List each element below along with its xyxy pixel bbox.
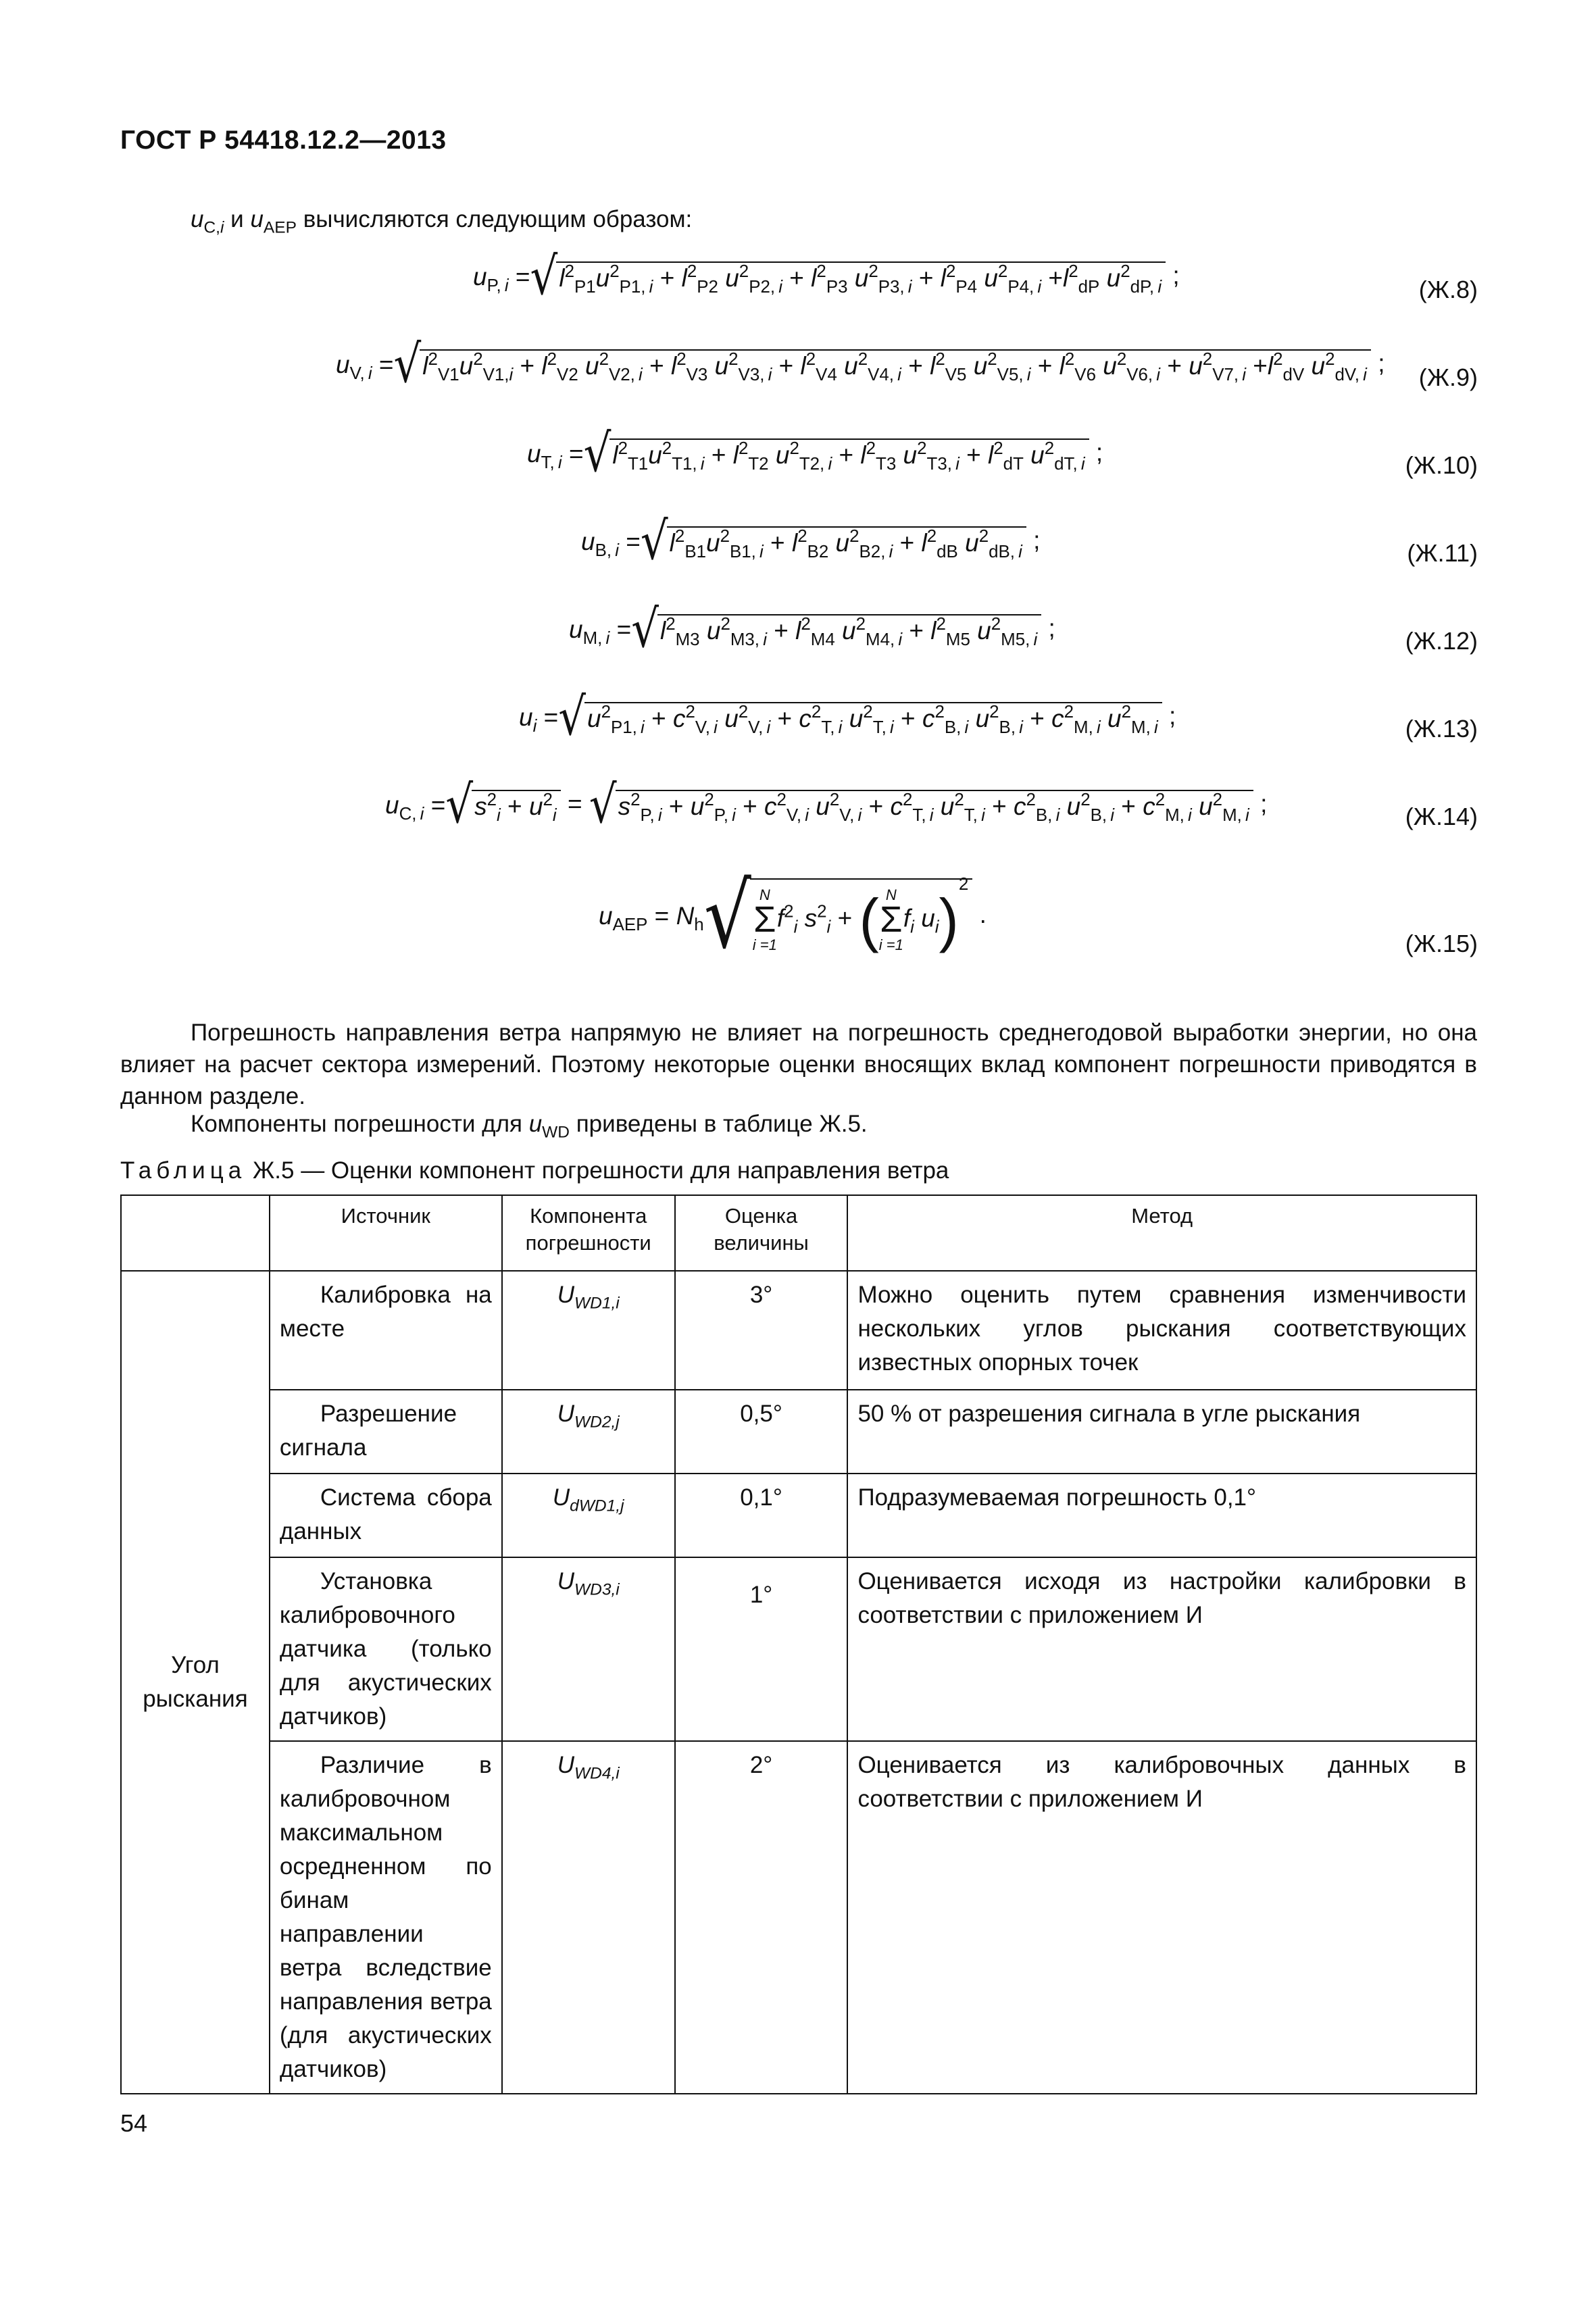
equation-number: (Ж.11) bbox=[1407, 539, 1478, 567]
value-cell: 2° bbox=[675, 1741, 848, 2094]
paragraph-1: Погрешность направления ветра напрямую не влияет на погрешность среднегодовой выработки энергии, но она влияет на расчет сектора измерений. Поэтому некоторые оценки вносящих вклад компонент погрешности приводятся в данном разделе. bbox=[120, 1020, 1477, 1109]
component-cell: $U_{WD2,j}$ bbox=[502, 1390, 675, 1474]
table-row bbox=[121, 1557, 1476, 1741]
header-value: Оценка величины bbox=[675, 1195, 848, 1271]
equation-zh14: $u_{C, i} =√s^2_i + u^2_i = √s^2_{P, i} + u^2_{P, i} + c^2_{V, i}$ $u^2_{V, i} + c^2_{T, i}$ $u^2_{T, i} + c^2_{B, i}$ $u^2_{B, i} + c^2_{M, i}$ $u^2_{M, i}$ ; bbox=[385, 775, 1268, 836]
header-source: Источник bbox=[270, 1195, 502, 1271]
method-cell: 50 % от разрешения сигнала в угле рыскания bbox=[847, 1390, 1476, 1474]
equation-number: (Ж.9) bbox=[1418, 363, 1478, 391]
value-cell: 3° bbox=[675, 1271, 848, 1390]
value-cell: 1° bbox=[675, 1557, 848, 1741]
uncertainty-table bbox=[120, 1194, 1477, 2094]
table-header-row bbox=[121, 1195, 1476, 1271]
table-caption: Таблица Ж.5 — Оценки компонент погрешности для направления ветра bbox=[120, 1157, 949, 1184]
header-method: Метод bbox=[847, 1195, 1476, 1271]
method-cell: Оценивается исходя из настройки калибровки в соответствии с приложением И bbox=[847, 1557, 1476, 1741]
intro-text: вычисляются следующим образом: bbox=[303, 206, 693, 232]
component-cell: $U_{WD1,i}$ bbox=[502, 1271, 675, 1390]
table-row bbox=[121, 1474, 1476, 1557]
intro-line: $u_{C,i}$ и $u_{AEP}$ вычисляются следующим образом: bbox=[191, 206, 693, 237]
header-empty bbox=[121, 1195, 270, 1271]
equation-number: (Ж.8) bbox=[1418, 276, 1478, 303]
component-cell: $U_{dWD1,j}$ bbox=[502, 1474, 675, 1557]
method-cell: Подразумеваемая погрешность 0,1° bbox=[847, 1474, 1476, 1557]
table-row bbox=[121, 1271, 1476, 1390]
source-cell: Различие в калибровочном максимальном осредненном по бинам направлении ветра вследствие направления ветра (для акустических датчиков) bbox=[270, 1741, 502, 2094]
table-row bbox=[121, 1741, 1476, 2094]
equation-zh11: $u_{B, i} =√l^2_{B1}u^2_{B1, i} + l^2_{B2}$ $u^2_{B2, i} + l^2_{dB}$ $u^2_{dB, i}$ ; bbox=[581, 511, 1041, 572]
equation-zh10: $u_{T, i} =√l^2_{T1}u^2_{T1, i} + l^2_{T2}$ $u^2_{T2, i} + l^2_{T3}$ $u^2_{T3, i} + l^2_{dT}$ $u^2_{dT, i}$ ; bbox=[527, 424, 1103, 484]
equation-number: (Ж.15) bbox=[1405, 930, 1478, 957]
method-cell: Можно оценить путем сравнения изменчивости нескольких углов рыскания соответствующих известных опорных точек bbox=[847, 1271, 1476, 1390]
header-component: Компонента погрешности bbox=[502, 1195, 675, 1271]
document-header-title: ГОСТ Р 54418.12.2—2013 bbox=[120, 126, 447, 155]
component-cell: $U_{WD3,i}$ bbox=[502, 1557, 675, 1741]
equation-zh9: $u_{V, i} =√l^2_{V1}u^2_{V1,i} + l^2_{V2}$ $u^2_{V2, i} + l^2_{V3}$ $u^2_{V3, i} + l^2_{V4}$ $u^2_{V4, i} + l^2_{V5}$ $u^2_{V5, i} + l^2_{V6}$ $u^2_{V6, i} + u^2_{V7, i} +l^2_{dV}$ $u^2_{dV, i}$ ; bbox=[336, 334, 1385, 395]
value-cell: 0,1° bbox=[675, 1474, 848, 1557]
source-cell: Система сбора данных bbox=[270, 1474, 502, 1557]
equation-zh12: $u_{M, i} =√l^2_{M3}$ $u^2_{M3, i} + l^2_{M4}$ $u^2_{M4, i} + l^2_{M5}$ $u^2_{M5, i}$ ; bbox=[569, 599, 1055, 660]
table-row bbox=[121, 1390, 1476, 1474]
equation-zh8: $u_{P, i} =√l^2_{P1}u^2_{P1, i} + l^2_{P2}$ $u^2_{P2, i} + l^2_{P3}$ $u^2_{P3, i} + l^2_{P4}$ $u^2_{P4, i} +l^2_{dP}$ $u^2_{dP, i}$ ; bbox=[473, 247, 1180, 307]
equation-number: (Ж.13) bbox=[1405, 715, 1478, 743]
equation-zh15: $u_{AEP} = N_h√$ N Σ i =1 $f^2_i$ $s^2_i$ + ( N Σ i =1 $f_i$ $u_i)^2$ . bbox=[599, 864, 987, 969]
group-label: Угол рыскания bbox=[121, 1271, 270, 2094]
source-cell: Разрешение сигнала bbox=[270, 1390, 502, 1474]
equation-number: (Ж.12) bbox=[1405, 627, 1478, 655]
method-cell: Оценивается из калибровочных данных в соответствии с приложением И bbox=[847, 1741, 1476, 2094]
value-cell: 0,5° bbox=[675, 1390, 848, 1474]
equation-zh13: $u_i =√u^2_{P1, i} + c^2_{V, i}$ $u^2_{V, i} + c^2_{T, i}$ $u^2_{T, i} + c^2_{B, i}$ $u^2_{B, i} + c^2_{M, i}$ $u^2_{M, i}$ ; bbox=[519, 687, 1176, 748]
source-cell: Калибровка на месте bbox=[270, 1271, 502, 1390]
source-cell: Установка калибровочного датчика (только для акустических датчиков) bbox=[270, 1557, 502, 1741]
equation-number: (Ж.10) bbox=[1405, 451, 1478, 479]
page-number: 54 bbox=[120, 2109, 148, 2137]
component-cell: $U_{WD4,i}$ bbox=[502, 1741, 675, 2094]
equation-number: (Ж.14) bbox=[1405, 803, 1478, 830]
paragraph-2: Компоненты погрешности для $u_{WD}$ приведены в таблице Ж.5. bbox=[191, 1111, 868, 1142]
